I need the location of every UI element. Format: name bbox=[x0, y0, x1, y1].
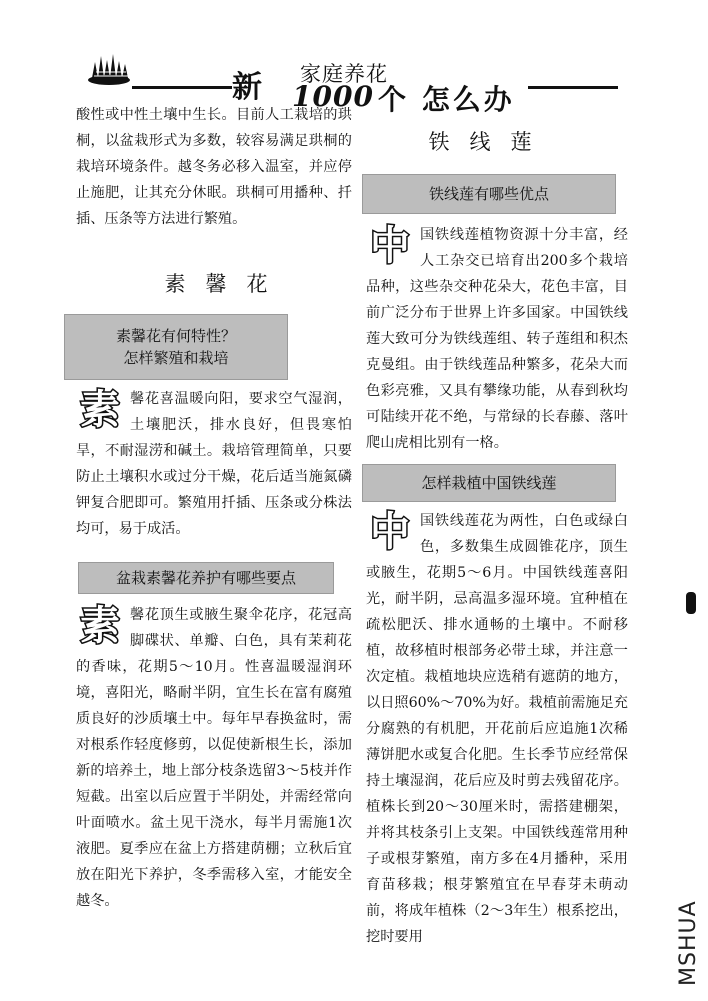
watermark bbox=[672, 880, 702, 990]
question-box-clematis-merits: 铁线莲有哪些优点 bbox=[362, 174, 616, 214]
answer-planting-clematis bbox=[366, 508, 628, 950]
answer-text: 国铁线莲植物资源十分丰富，经人工杂交已培育出200多个栽培品种，这些杂交种花朵大，花色丰富，目前广泛分布于世界上许多国家。中国铁线莲大致可分为铁线莲组、转子莲组和积杰克曼组。由于铁线莲品种繁多，花朵大而色彩亮雅，又具有攀缘功能，从春到秋均可陆续开花不绝，与常绿的长春藤、落叶爬山虎相比别有一格。 bbox=[366, 227, 628, 451]
question-line-1: 素馨花有何特性？ bbox=[115, 327, 236, 345]
answer-clematis-merits bbox=[366, 222, 628, 456]
page-edge-mark bbox=[686, 592, 696, 614]
section-title-jasmine: 素馨花 bbox=[164, 272, 288, 296]
answer-text: 国铁线莲花为两性，白色或绿白色，多数集生成圆锥花序，顶生或腋生，花期5～6月。中国铁线莲喜阳光，耐半阴，忌高温多湿环境。宜种植在疏松肥沃、排水通畅的土壤中。不耐移植，故移植时根部务必带土球，并注意一次定植。栽植地块应选稍有遮荫的地方，以日照60%～70%为好。栽植前需施足充分腐熟的有机肥，开花前后应追施1次稀薄饼肥水或复合化肥。生长季节应经常保持土壤湿润，花后应及时剪去残留花序。植株长到20～30厘米时，需搭建棚架，并将其枝条引上支架。中国铁线莲常用种子或根芽繁殖，南方多在4月播种，采用育苗移栽；根芽繁殖宜在早春芽未萌动前，将成年植株（2～3年生）根系挖出，挖时要用 bbox=[366, 513, 628, 945]
question-box-potted-jasmine: 盆栽素馨花养护有哪些要点 bbox=[78, 562, 334, 594]
header-number: 1000 bbox=[292, 80, 374, 113]
header-book-title: 家庭养花 bbox=[300, 62, 388, 86]
left-intro-paragraph: 酸性或中性土壤中生长。目前人工栽培的珙桐，以盆栽形式为多数，较容易满足珙桐的栽培环境条件。越冬务必移入温室，并应停止施肥，让其充分休眠。珙桐可用播种、扦插、压条等方法进行繁殖。 bbox=[76, 107, 352, 227]
question-line-2: 怎样繁殖和栽培 bbox=[123, 349, 229, 367]
question-box-jasmine-traits bbox=[64, 314, 288, 380]
section-title-clematis: 铁线莲 bbox=[428, 130, 552, 154]
header-rule-right bbox=[528, 86, 618, 89]
watermark-text: MSHUA bbox=[676, 900, 701, 986]
answer-jasmine-traits bbox=[76, 386, 352, 542]
drop-cap: 素 bbox=[80, 603, 120, 649]
answer-text: 馨花顶生或腋生聚伞花序，花冠高脚碟状、单瓣、白色，具有茉莉花的香味，花期5～10月。性喜温暖湿润环境，喜阳光，略耐半阴，宜生长在富有腐殖质良好的沙质壤土中。每年早春换盆时，需对根系作轻度修剪，以促使新根生长，添加新的培养土，地上部分枝条选留3～5枝并作短截。出室以后应置于半阴处，并需经常向叶面喷水。盆土见干浇水，每半月需施1次液肥。夏季应在盆上方搭建荫棚；立秋后宜放在阳光下养护，冬季需移入室，才能安全越冬。 bbox=[76, 607, 352, 909]
header-tail: 个 怎么办 bbox=[378, 83, 515, 116]
drop-cap: 中 bbox=[370, 223, 410, 269]
answer-text: 馨花喜温暖向阳，要求空气湿润，土壤肥沃，排水良好，但畏寒怕旱，不耐湿涝和碱土。栽培管理简单，只要防止土壤积水或过分干燥，花后适当施氮磷钾复合肥即可。繁殖用扦插、压条或分株法均可，易于成活。 bbox=[76, 391, 352, 537]
logo-icon bbox=[86, 52, 132, 86]
drop-cap: 中 bbox=[370, 509, 410, 555]
answer-potted-jasmine bbox=[76, 602, 352, 914]
header-xin: 新 bbox=[232, 70, 262, 105]
drop-cap: 素 bbox=[80, 387, 120, 433]
question-box-planting-clematis: 怎样栽植中国铁线莲 bbox=[362, 464, 616, 502]
header-rule-left bbox=[132, 86, 232, 89]
